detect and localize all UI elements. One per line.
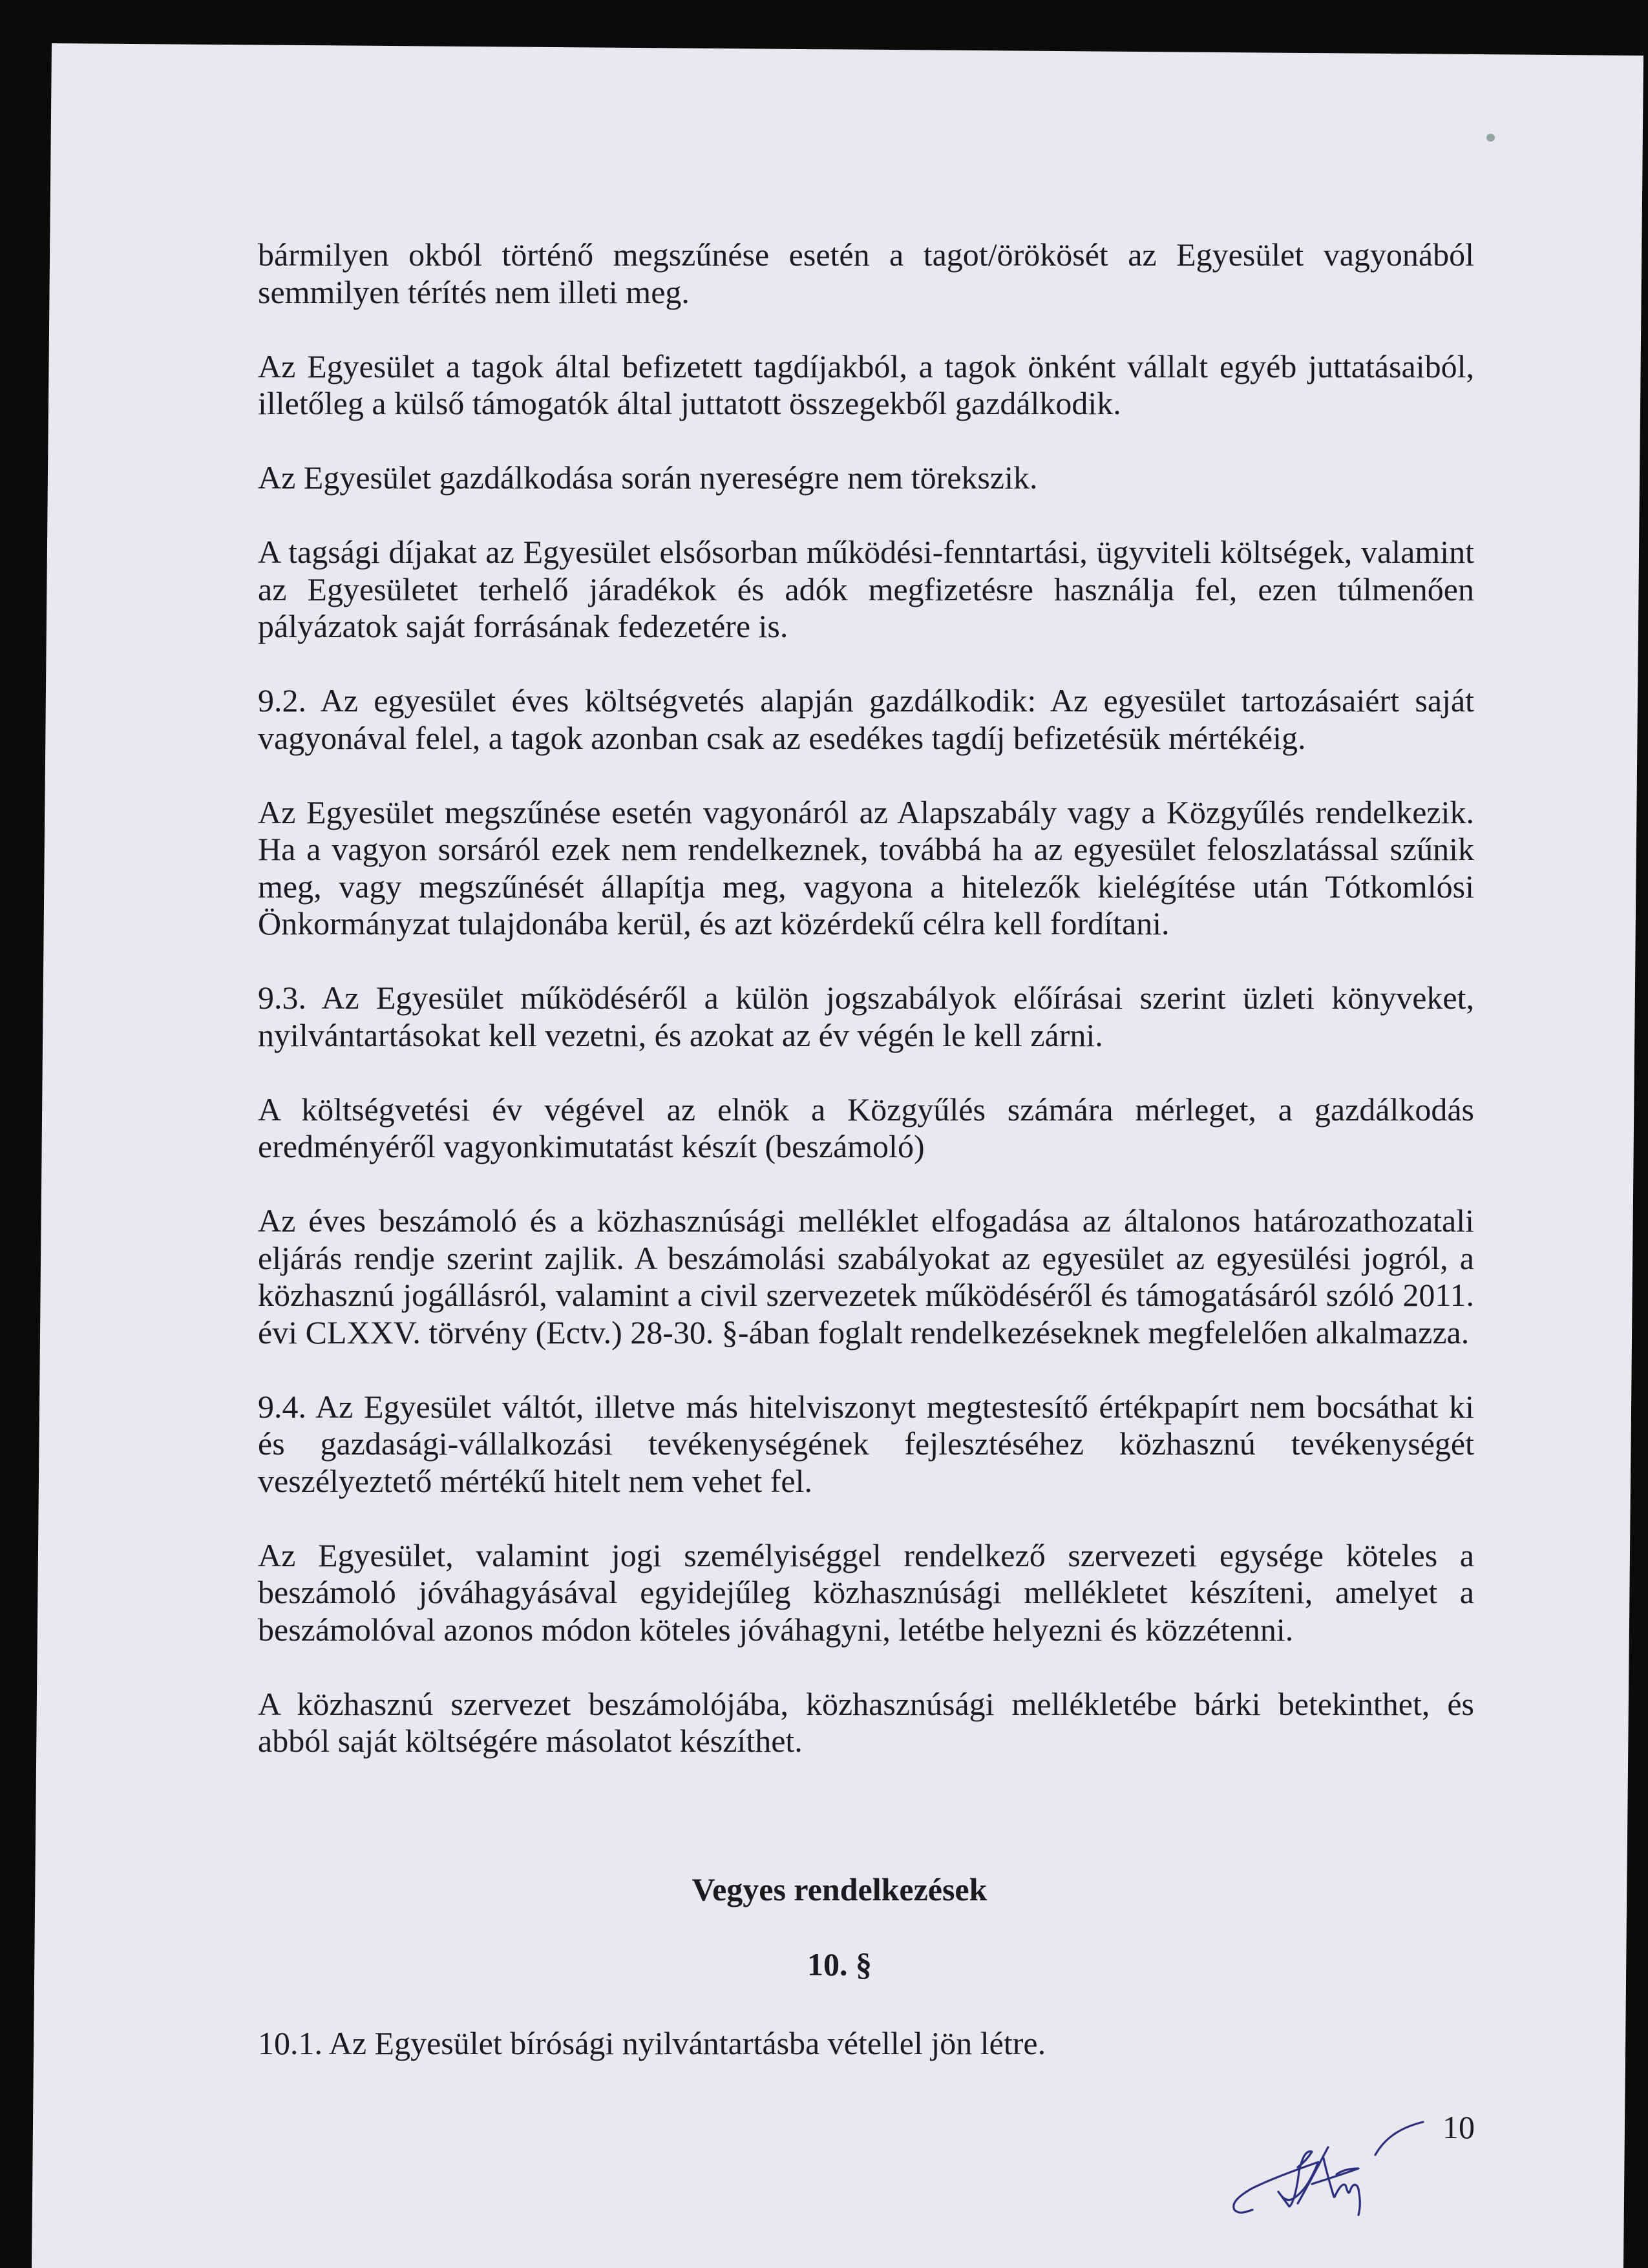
paragraph-annual-report: A költségvetési év végével az elnök a Közgyűlés számára mérleget, a gazdálkodás eredményéről vagyonkimutatást készít (beszámoló) <box>258 1091 1474 1164</box>
paragraph-public-benefit-annex: Az Egyesület, valamint jogi személyiséggel rendelkező szervezeti egysége köteles a beszámoló jóváhagyásával egyidejűleg közhasznúsági mellékletet készíteni, amelyet a beszámolóval azonos módon köteles jóváhagyni, letétbe helyezni és közzétenni. <box>258 1537 1474 1648</box>
section-number: 10. § <box>807 1946 872 1982</box>
paragraph-9-4-securities: 9.4. Az Egyesület váltót, illetve más hitelviszonyt megtestesítő értékpapírt nem bocsáthat ki és gazdasági-vállalkozási tevékenységének fejlesztéséhez közhasznú tevékenységét veszélyeztető mértékű hitelt nem vehet fel. <box>258 1388 1474 1499</box>
paragraph-dissolution-assets: Az Egyesület megszűnése esetén vagyonáról az Alapszabály vagy a Közgyűlés rendelkezik. Ha a vagyon sorsáról ezek nem rendelkeznek, továbbá ha az egyesület feloszlatással szűnik meg, vagy megszűnését állapítja meg, vagyona a hitelezők kielégítése után Tótkomlósi Önkormányzat tulajdonába kerül, és azt közérdekű célra kell fordítani. <box>258 793 1474 941</box>
handwritten-signature <box>1215 2106 1435 2223</box>
signature-stroke-arc <box>1375 2122 1423 2155</box>
paragraph-membership-fees-use: A tagsági díjakat az Egyesület elsősorban működési-fenntartási, ügyviteli költségek, valamint az Egyesületet terhelő járadékok és adók megfizetésre használja fel, ezen túlmenően pályázatok saját forrásának fedezetére is. <box>258 534 1474 644</box>
paragraph-property-on-termination: bármilyen okból történő megszűnése esetén a tagot/örökösét az Egyesület vagyonából semmilyen térítés nem illeti meg. <box>258 236 1474 310</box>
stray-ink-dot <box>1486 134 1495 142</box>
body-text <box>258 236 1474 1760</box>
paragraph-non-profit: Az Egyesület gazdálkodása során nyereségre nem törekszik. <box>258 459 1038 496</box>
signature-stroke-n <box>1335 2185 1360 2215</box>
signature-stroke-a <box>1298 2147 1358 2203</box>
paragraph-10-1-registration: 10.1. Az Egyesület bírósági nyilvántartásba vétellel jön létre. <box>258 2025 1046 2061</box>
paragraph-report-approval: Az éves beszámoló és a közhasznúsági melléklet elfogadása az általonos határozathozatali eljárás rendje szerint zajlik. A beszámolási szabályokat az egyesület az egyesülési jogról, a közhasznú jogállásról, valamint a civil szervezetek működéséről és támogatásáról szóló 2011. évi CLXXV. törvény (Ectv.) 28-30. §-ában foglalt rendelkezéseknek megfelelően alkalmazza. <box>258 1202 1474 1350</box>
paragraph-9-3-bookkeeping: 9.3. Az Egyesület működéséről a külön jogszabályok előírásai szerint üzleti könyveket, nyilvántartásokat kell vezetni, és azokat az év végén le kell zárni. <box>258 980 1474 1053</box>
paragraph-9-2-budget: 9.2. Az egyesület éves költségvetés alapján gazdálkodik: Az egyesület tartozásaiért saját vagyonával felel, a tagok azonban csak az esedékes tagdíj befizetésük mértékéig. <box>258 682 1474 756</box>
section-heading: Vegyes rendelkezések <box>692 1871 988 1907</box>
paragraph-public-access: A közhasznú szervezet beszámolójába, közhasznúsági mellékletébe bárki betekinthet, és abból saját költségére másolatot készíthet. <box>258 1685 1474 1759</box>
paragraph-funding-sources: Az Egyesület a tagok által befizetett tagdíjakból, a tagok önként vállalt egyéb juttatásaiból, illetőleg a külső támogatók által juttatott összegekből gazdálkodik. <box>258 348 1474 421</box>
page-number: 10 <box>1442 2109 1475 2145</box>
